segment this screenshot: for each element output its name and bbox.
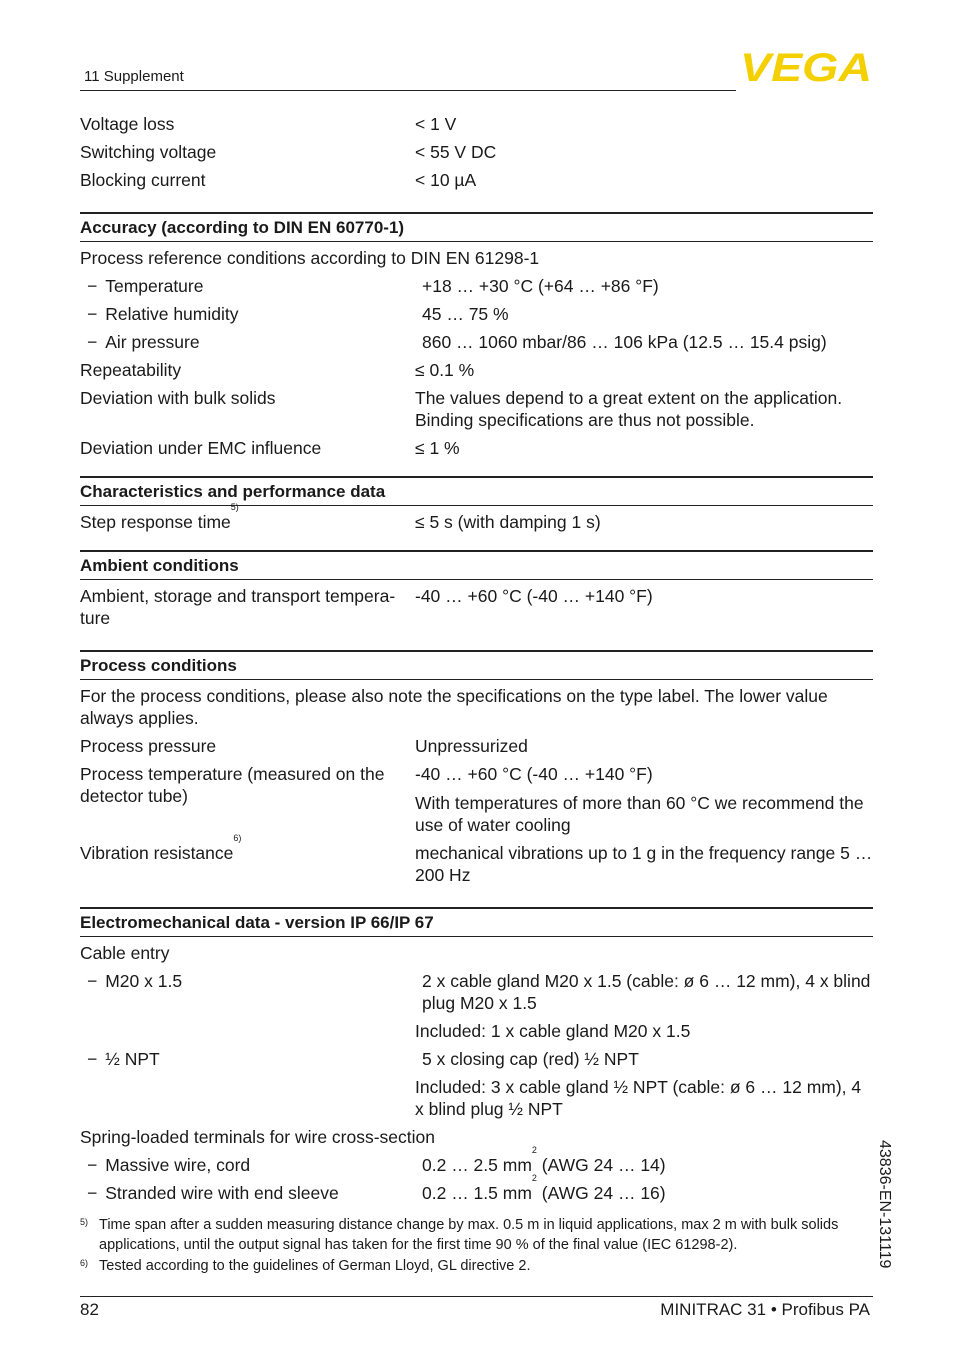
spec-row: [80, 328, 873, 356]
spec-value: 45 … 75 %: [422, 304, 509, 324]
spec-value: +18 … +30 °C (+64 … +86 °F): [422, 276, 659, 296]
spec-intro: For the process conditions, please also note the specifications on the type label. The lower value always applies.: [80, 686, 828, 728]
spec-row: [80, 1045, 873, 1073]
spec-row: [80, 1073, 873, 1123]
footnote-text: Tested according to the guidelines of German Lloyd, GL directive 2.: [99, 1258, 531, 1274]
footnote-text: Time span after a sudden measuring distance change by max. 0.5 m in liquid applications, max 2 m with bulk solids applications, until the output signal has taken for the first time 90 % of the final value (IEC 61298-2).: [99, 1217, 839, 1253]
spec-value: 5 x closing cap (red) ½ NPT: [422, 1049, 639, 1069]
spec-value: 860 … 1060 mbar/86 … 106 kPa (12.5 … 15.4 psig): [422, 332, 827, 352]
spec-value-note: With temperatures of more than 60 °C we recommend the use of water cooling: [415, 793, 864, 835]
spec-value: Unpressurized: [415, 736, 528, 756]
spec-value: Included: 3 x cable gland ½ NPT (cable: ø 6 … 12 mm), 4 x blind plug ½ NPT: [415, 1077, 862, 1119]
spec-label: Process pressure: [80, 736, 217, 756]
footer-title: MINITRAC 31 • Profibus PA: [660, 1300, 870, 1319]
spec-row: [80, 384, 873, 434]
footnotes: [80, 1215, 860, 1277]
spec-label: Process temperature (measured on the detector tube): [80, 764, 385, 806]
spec-row: [80, 1123, 873, 1151]
footer-rule: [80, 1296, 873, 1297]
spec-value: ≤ 0.1 %: [415, 360, 475, 380]
spec-row: [80, 138, 873, 166]
spec-label: − ½ NPT: [80, 1048, 422, 1070]
section-electromechanical: Electromechanical data - version IP 66/IP 67: [80, 907, 873, 937]
spec-value: ≤ 5 s (with damping 1 s): [415, 512, 601, 532]
value-part: (AWG 24 … 14): [536, 1155, 666, 1175]
spec-value: [422, 1173, 873, 1204]
spec-label: − Air pressure: [80, 331, 422, 353]
spec-label: − Relative humidity: [80, 303, 422, 325]
spec-value: Included: 1 x cable gland M20 x 1.5: [415, 1021, 691, 1041]
spec-value: < 10 µA: [415, 170, 477, 190]
spec-row: [80, 760, 873, 839]
running-header: 11 Supplement: [84, 68, 184, 85]
spec-label: Blocking current: [80, 170, 206, 190]
spec-label: Deviation with bulk solids: [80, 388, 276, 408]
spec-value: 2 x cable gland M20 x 1.5 (cable: ø 6 … 12 mm), 4 x blind plug M20 x 1.5: [422, 971, 871, 1013]
spec-value: [422, 1145, 873, 1176]
spec-label: − Stranded wire with end sleeve: [80, 1182, 422, 1204]
spec-row: [80, 939, 873, 967]
footnote: [80, 1256, 860, 1276]
footnote: [80, 1215, 860, 1255]
spec-value: < 1 V: [415, 114, 457, 134]
spec-row: [80, 732, 873, 760]
section-process: Process conditions: [80, 650, 873, 680]
superscript: 2: [531, 1173, 537, 1183]
spec-label: Spring-loaded terminals for wire cross-section: [80, 1127, 435, 1147]
spec-value: mechanical vibrations up to 1 g in the frequency range 5 … 200 Hz: [415, 843, 873, 885]
spec-value: The values depend to a great extent on the application. Binding specifications are thus not possible.: [415, 388, 843, 430]
value-part: 0.2 … 2.5 mm: [422, 1155, 532, 1175]
spec-row: [80, 244, 873, 272]
spec-label: Deviation under EMC influence: [80, 438, 322, 458]
document-id: 43836-EN-131119: [876, 1140, 893, 1269]
spec-row: [80, 682, 873, 732]
spec-content: [80, 110, 873, 1207]
spec-row: [80, 434, 873, 462]
spec-row: [80, 833, 873, 889]
header-rule: [80, 90, 736, 91]
section-ambient: Ambient conditions: [80, 550, 873, 580]
spec-label: Voltage loss: [80, 114, 175, 134]
spec-intro: Process reference conditions according to DIN EN 61298-1: [80, 248, 540, 268]
spec-row: [80, 110, 873, 138]
spec-row: [80, 300, 873, 328]
spec-value: < 55 V DC: [415, 142, 497, 162]
spec-label: − Massive wire, cord: [80, 1154, 422, 1176]
step-response-label: Step response time: [80, 512, 231, 532]
spec-value: -40 … +60 °C (-40 … +140 °F): [415, 586, 653, 606]
spec-row: [80, 1017, 873, 1045]
superscript: 2: [531, 1145, 537, 1155]
value-part: 0.2 … 1.5 mm: [422, 1183, 532, 1203]
spec-value-line: -40 … +60 °C (-40 … +140 °F): [415, 764, 653, 784]
spec-row: [80, 1173, 873, 1207]
spec-label: − Temperature: [80, 275, 422, 297]
page-number: 82: [80, 1300, 99, 1319]
section-characteristics: Characteristics and performance data: [80, 476, 873, 506]
spec-value: [415, 763, 873, 836]
vega-logo: [740, 50, 874, 84]
footnote-ref: 5): [230, 502, 239, 512]
spec-label: Cable entry: [80, 943, 170, 963]
spec-row: [80, 502, 873, 536]
spec-row: [80, 356, 873, 384]
spec-value: ≤ 1 %: [415, 438, 460, 458]
section-accuracy: Accuracy (according to DIN EN 60770-1): [80, 212, 873, 242]
spec-row: [80, 967, 873, 1017]
footnote-ref: 6): [233, 833, 242, 843]
logo-text: VEGA: [740, 50, 872, 84]
spec-label: [80, 833, 415, 886]
spec-row: [80, 272, 873, 300]
spec-label: Ambient, storage and transport tempera- ture: [80, 586, 396, 628]
spec-label: − M20 x 1.5: [80, 970, 422, 1014]
value-part: (AWG 24 … 16): [536, 1183, 666, 1203]
footnote-number: 6): [80, 1258, 89, 1268]
spec-row: [80, 166, 873, 194]
spec-row: [80, 582, 873, 632]
spec-label: [80, 502, 415, 533]
spec-row: [80, 1145, 873, 1179]
vibration-label: Vibration resistance: [80, 843, 234, 863]
spec-label: Repeatability: [80, 360, 182, 380]
spec-label: Switching voltage: [80, 142, 217, 162]
footnote-number: 5): [80, 1217, 89, 1227]
